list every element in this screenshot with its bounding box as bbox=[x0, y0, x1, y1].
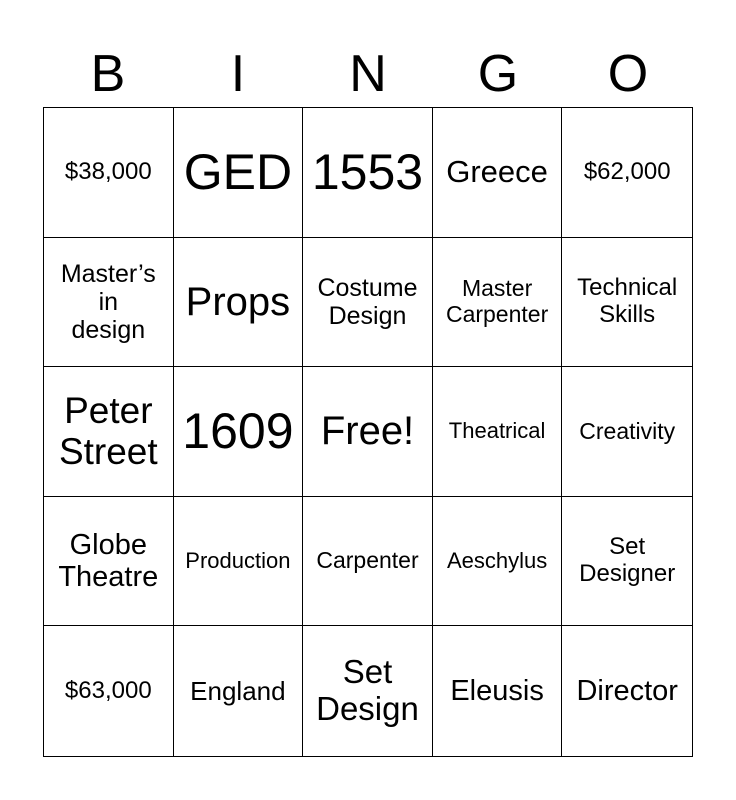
cell-label: $38,000 bbox=[64, 157, 152, 185]
cell-label: Master Carpenter bbox=[445, 275, 549, 327]
bingo-cell-r2-c2[interactable] bbox=[174, 238, 304, 368]
bingo-cell-r5-c1[interactable] bbox=[44, 626, 174, 756]
cell-label: 1609 bbox=[182, 403, 294, 460]
cell-label: Costume Design bbox=[317, 273, 418, 330]
cell-label: Free! bbox=[320, 409, 415, 454]
bingo-cell-r5-c4[interactable] bbox=[433, 626, 563, 756]
header-letter-g: G bbox=[477, 45, 519, 103]
cell-label: Set Design bbox=[316, 653, 419, 728]
cell-label: Production bbox=[185, 547, 291, 573]
cell-label: Carpenter bbox=[316, 547, 419, 574]
bingo-cell-r5-c5[interactable] bbox=[562, 626, 692, 756]
bingo-cell-r3-c3[interactable] bbox=[303, 367, 433, 497]
cell-label: Technical Skills bbox=[577, 274, 678, 328]
bingo-cell-r1-c3[interactable] bbox=[303, 108, 433, 238]
bingo-cell-r3-c1[interactable] bbox=[44, 367, 174, 497]
bingo-cell-r3-c4[interactable] bbox=[433, 367, 563, 497]
bingo-cell-r2-c1[interactable] bbox=[44, 238, 174, 368]
header-letter-o: O bbox=[607, 45, 649, 103]
cell-label: Props bbox=[185, 279, 291, 324]
bingo-board bbox=[43, 107, 693, 757]
bingo-cell-r3-c5[interactable] bbox=[562, 367, 692, 497]
header-letter-i: I bbox=[230, 45, 246, 103]
header-letter-b: B bbox=[90, 45, 126, 103]
bingo-cell-r4-c2[interactable] bbox=[174, 497, 304, 627]
bingo-cell-r2-c4[interactable] bbox=[433, 238, 563, 368]
cell-label: Director bbox=[576, 674, 678, 707]
cell-label: Eleusis bbox=[450, 674, 544, 707]
cell-label: Peter Street bbox=[58, 390, 158, 473]
bingo-cell-r2-c3[interactable] bbox=[303, 238, 433, 368]
cell-label: Set Designer bbox=[579, 533, 676, 588]
bingo-cell-r1-c2[interactable] bbox=[174, 108, 304, 238]
bingo-cell-r5-c3[interactable] bbox=[303, 626, 433, 756]
bingo-cell-r1-c4[interactable] bbox=[433, 108, 563, 238]
bingo-cell-r1-c5[interactable] bbox=[562, 108, 692, 238]
bingo-cell-r3-c2[interactable] bbox=[174, 367, 304, 497]
cell-label: Theatrical bbox=[448, 418, 546, 444]
bingo-cell-r4-c1[interactable] bbox=[44, 497, 174, 627]
bingo-cell-r4-c4[interactable] bbox=[433, 497, 563, 627]
cell-label: Aeschylus bbox=[446, 547, 548, 573]
bingo-cell-r1-c1[interactable] bbox=[44, 108, 174, 238]
cell-label: Master’s in design bbox=[60, 259, 156, 344]
bingo-header bbox=[43, 40, 693, 108]
cell-label: GED bbox=[183, 144, 293, 201]
cell-label: Greece bbox=[446, 153, 548, 189]
cell-label: Creativity bbox=[579, 417, 676, 444]
bingo-cell-r5-c2[interactable] bbox=[174, 626, 304, 756]
bingo-cell-r4-c3[interactable] bbox=[303, 497, 433, 627]
cell-label: England bbox=[190, 675, 286, 706]
cell-label: 1553 bbox=[311, 144, 424, 201]
cell-label: $63,000 bbox=[64, 676, 152, 704]
cell-label: Globe Theatre bbox=[58, 528, 159, 594]
header-letter-n: N bbox=[349, 45, 387, 103]
bingo-cell-r2-c5[interactable] bbox=[562, 238, 692, 368]
bingo-cell-r4-c5[interactable] bbox=[562, 497, 692, 627]
cell-label: $62,000 bbox=[583, 157, 671, 185]
